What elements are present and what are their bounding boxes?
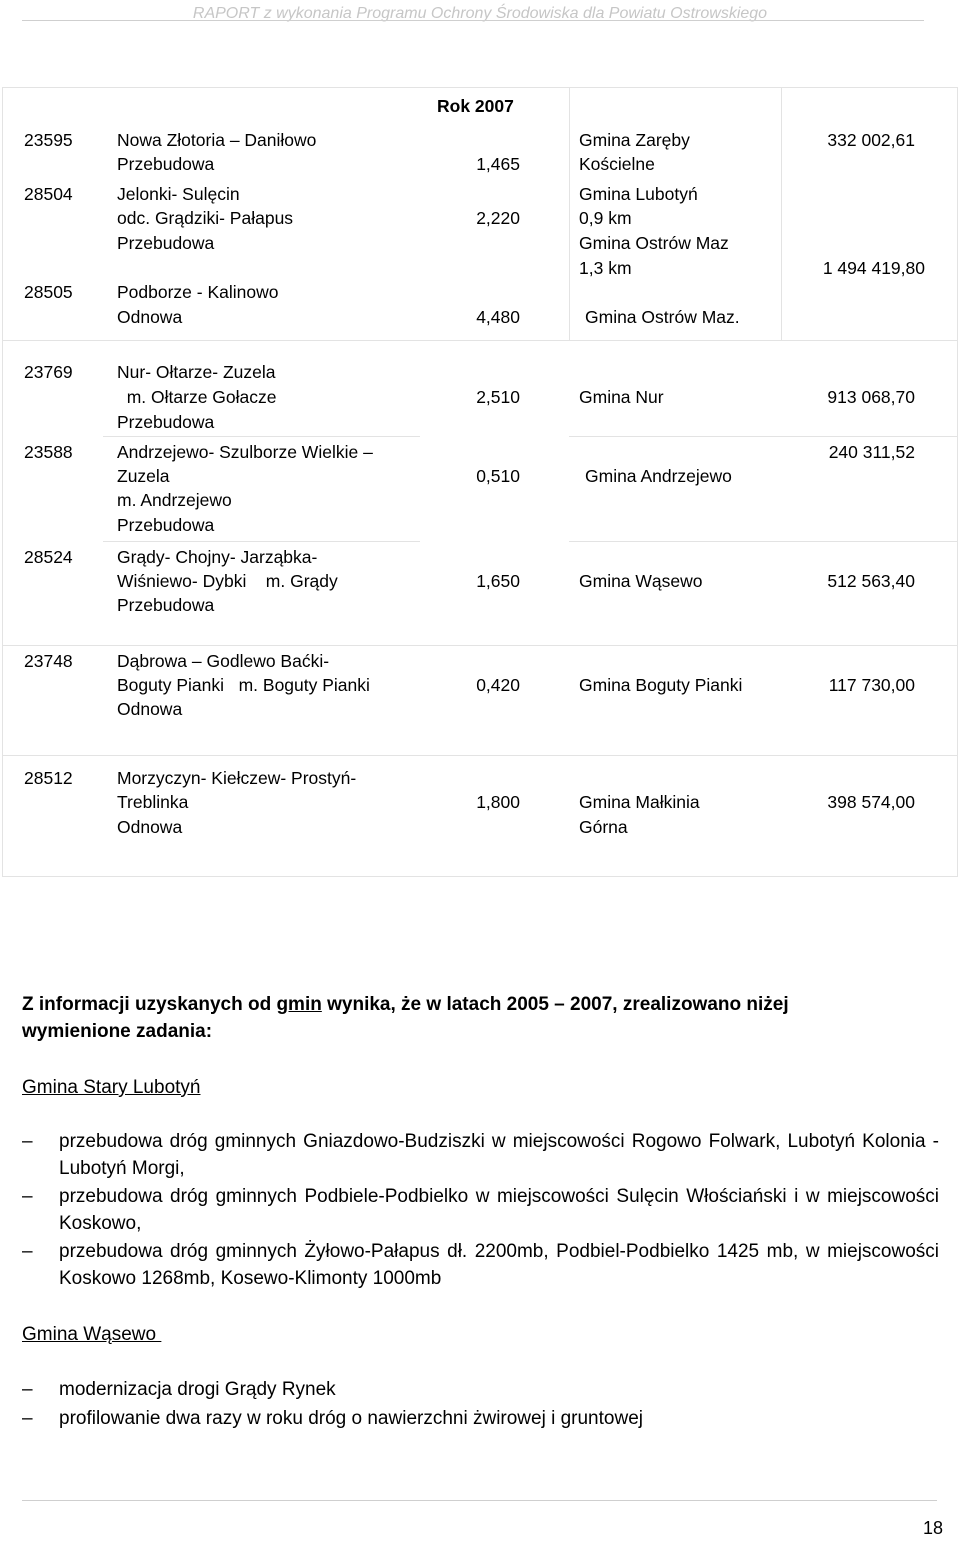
road-length: 1,650 xyxy=(476,571,520,591)
gmina-line: Gmina Wąsewo xyxy=(579,571,703,591)
road-number: 23748 xyxy=(24,651,73,671)
road-cost: 913 068,70 xyxy=(827,387,915,407)
road-number: 28505 xyxy=(24,282,73,302)
intro-paragraph xyxy=(22,991,942,1045)
road-length: 0,510 xyxy=(476,466,520,486)
road-name-line: odc. Grądziki- Pałapus xyxy=(117,208,294,228)
footer-rule xyxy=(22,1500,937,1501)
gmina-line: Gmina Nur xyxy=(579,387,664,407)
gmina-line: Gmina Ostrów Maz xyxy=(579,233,729,253)
road-number: 28512 xyxy=(24,768,73,788)
road-length: 0,420 xyxy=(476,675,520,695)
road-cost: 240 311,52 xyxy=(828,442,915,462)
road-length: 1,465 xyxy=(476,154,520,174)
road-number: 28524 xyxy=(24,547,73,567)
list-item: przebudowa dróg gminnych Gniazdowo-Budziszki w miejscowości Rogowo Folwark, Lubotyń Kolonia - Lubotyń Morgi, xyxy=(59,1131,939,1179)
road-name-line: Zuzela xyxy=(117,466,170,486)
road-name-line: Nur- Ołtarze- Zuzela xyxy=(117,362,276,382)
dash-bullet: – xyxy=(22,1241,33,1262)
road-length: 2,220 xyxy=(476,208,520,228)
intro-text: wynika, że w latach 2005 – 2007, zrealizowano niżej xyxy=(321,994,789,1015)
road-name-line: m. Andrzejewo xyxy=(117,490,232,510)
gmina-line: Gmina Ostrów Maz. xyxy=(585,307,740,327)
dash-bullet: – xyxy=(22,1379,33,1400)
intro-text-underlined: gmin xyxy=(276,994,322,1015)
section-heading: Gmina Stary Lubotyń xyxy=(22,1077,201,1098)
road-name-line: Odnowa xyxy=(117,307,183,327)
list-item: modernizacja drogi Grądy Rynek xyxy=(59,1379,336,1400)
road-name-line: Przebudowa xyxy=(117,412,215,432)
road-name-line: Przebudowa xyxy=(117,154,215,174)
road-number: 23588 xyxy=(24,442,73,462)
intro-text: wymienione zadania: xyxy=(22,1021,213,1042)
road-name-line: Boguty Pianki m. Boguty Pianki xyxy=(117,675,370,695)
road-name-line: Odnowa xyxy=(117,699,183,719)
dash-bullet: – xyxy=(22,1131,33,1152)
road-name-line: Dąbrowa – Godlewo Baćki- xyxy=(117,651,330,671)
gmina-line: Gmina Małkinia xyxy=(579,792,700,812)
gmina-line: Gmina Andrzejewo xyxy=(585,466,732,486)
header-rule xyxy=(22,20,924,21)
road-name-line: Andrzejewo- Szulborze Wielkie – xyxy=(117,442,373,462)
list-item: przebudowa dróg gminnych Podbiele-Podbielko w miejscowości Sulęcin Włościański i w miejscowości Koskowo, xyxy=(59,1186,939,1234)
road-name-line: Podborze - Kalinowo xyxy=(117,282,279,302)
road-cost: 332 002,61 xyxy=(827,130,915,150)
road-number: 23769 xyxy=(24,362,73,382)
road-name-line: Odnowa xyxy=(117,817,183,837)
gmina-line: Kościelne xyxy=(579,154,655,174)
page-number: 18 xyxy=(922,1518,943,1538)
dash-bullet: – xyxy=(22,1186,33,1207)
road-cost: 1 494 419,80 xyxy=(822,258,925,278)
gmina-line: Gmina Boguty Pianki xyxy=(579,675,743,695)
section-heading: Gmina Wąsewo xyxy=(22,1324,162,1345)
list-item: przebudowa dróg gminnych Żyłowo-Pałapus dł. 2200mb, Podbiel-Podbielko 1425 mb, w miejscowości Koskowo 1268mb, Kosewo-Klimonty 1000mb xyxy=(59,1241,939,1289)
road-length: 4,480 xyxy=(476,307,520,327)
gmina-line: Górna xyxy=(579,817,628,837)
road-cost: 398 574,00 xyxy=(827,792,915,812)
road-cost: 512 563,40 xyxy=(827,571,915,591)
table-year-label: Rok 2007 xyxy=(437,96,514,116)
road-name-line: Nowa Złotoria – Daniłowo xyxy=(117,130,317,150)
running-header: RAPORT z wykonania Programu Ochrony Środowiska dla Powiatu Ostrowskiego xyxy=(192,5,768,22)
gmina-line: Gmina Lubotyń xyxy=(579,184,698,204)
road-number: 23595 xyxy=(24,130,73,150)
road-name-line: Przebudowa xyxy=(117,595,215,615)
intro-text: Z informacji uzyskanych od xyxy=(22,994,277,1015)
dash-bullet: – xyxy=(22,1408,33,1429)
gmina-line: 0,9 km xyxy=(579,208,632,228)
road-name-line: Morzyczyn- Kiełczew- Prostyń- xyxy=(117,768,357,788)
road-name-line: Przebudowa xyxy=(117,515,215,535)
road-name-line: Przebudowa xyxy=(117,233,215,253)
road-name-line: Grądy- Chojny- Jarząbka- xyxy=(117,547,318,567)
road-length: 2,510 xyxy=(476,387,520,407)
road-number: 28504 xyxy=(24,184,73,204)
road-cost: 117 730,00 xyxy=(828,675,915,695)
road-name-line: Wiśniewo- Dybki m. Grądy xyxy=(117,571,338,591)
road-name-line: Treblinka xyxy=(117,792,189,812)
road-name-line: Jelonki- Sulęcin xyxy=(117,184,240,204)
road-length: 1,800 xyxy=(476,792,520,812)
gmina-line: 1,3 km xyxy=(579,258,632,278)
list-item: profilowanie dwa razy w roku dróg o nawierzchni żwirowej i gruntowej xyxy=(59,1408,643,1429)
road-name-line: m. Ołtarze Gołacze xyxy=(117,387,277,407)
gmina-line: Gmina Zaręby xyxy=(579,130,690,150)
